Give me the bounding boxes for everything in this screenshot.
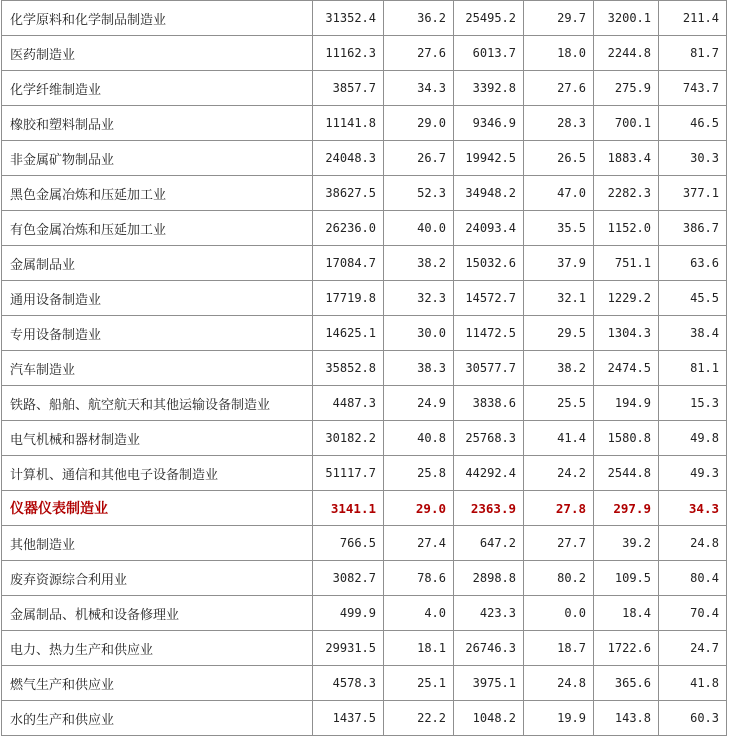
value-cell: 25768.3	[454, 421, 524, 456]
value-cell: 30.3	[659, 141, 727, 176]
value-cell: 81.7	[659, 36, 727, 71]
table-row	[2, 351, 727, 386]
value-cell: 26.7	[384, 141, 454, 176]
value-cell: 81.1	[659, 351, 727, 386]
value-cell: 80.4	[659, 561, 727, 596]
value-cell: 0.0	[524, 596, 594, 631]
table-row	[2, 71, 727, 106]
value-cell: 24.8	[659, 526, 727, 561]
industry-name-cell: 医药制造业	[2, 36, 313, 71]
value-cell: 25495.2	[454, 1, 524, 36]
value-cell: 60.3	[659, 701, 727, 736]
table-row	[2, 211, 727, 246]
value-cell: 24048.3	[313, 141, 384, 176]
industry-name-cell: 金属制品业	[2, 246, 313, 281]
value-cell: 24.9	[384, 386, 454, 421]
value-cell: 41.8	[659, 666, 727, 701]
value-cell: 27.8	[524, 491, 594, 526]
industry-name-cell: 黑色金属冶炼和压延加工业	[2, 176, 313, 211]
industry-name-cell: 橡胶和塑料制品业	[2, 106, 313, 141]
value-cell: 3082.7	[313, 561, 384, 596]
industry-name-cell: 其他制造业	[2, 526, 313, 561]
value-cell: 2282.3	[594, 176, 659, 211]
value-cell: 32.3	[384, 281, 454, 316]
value-cell: 15032.6	[454, 246, 524, 281]
value-cell: 39.2	[594, 526, 659, 561]
value-cell: 11141.8	[313, 106, 384, 141]
value-cell: 4487.3	[313, 386, 384, 421]
value-cell: 2898.8	[454, 561, 524, 596]
value-cell: 386.7	[659, 211, 727, 246]
value-cell: 19.9	[524, 701, 594, 736]
value-cell: 36.2	[384, 1, 454, 36]
value-cell: 19942.5	[454, 141, 524, 176]
value-cell: 45.5	[659, 281, 727, 316]
value-cell: 3392.8	[454, 71, 524, 106]
value-cell: 25.1	[384, 666, 454, 701]
industry-name-cell: 废弃资源综合利用业	[2, 561, 313, 596]
value-cell: 38627.5	[313, 176, 384, 211]
value-cell: 27.7	[524, 526, 594, 561]
value-cell: 80.2	[524, 561, 594, 596]
value-cell: 1580.8	[594, 421, 659, 456]
value-cell: 18.4	[594, 596, 659, 631]
value-cell: 766.5	[313, 526, 384, 561]
value-cell: 2363.9	[454, 491, 524, 526]
table-row	[2, 281, 727, 316]
industry-name-cell: 铁路、船舶、航空航天和其他运输设备制造业	[2, 386, 313, 421]
table-row	[2, 701, 727, 736]
value-cell: 27.6	[384, 36, 454, 71]
value-cell: 3141.1	[313, 491, 384, 526]
industry-name-cell: 专用设备制造业	[2, 316, 313, 351]
value-cell: 17084.7	[313, 246, 384, 281]
value-cell: 109.5	[594, 561, 659, 596]
value-cell: 11472.5	[454, 316, 524, 351]
value-cell: 40.8	[384, 421, 454, 456]
value-cell: 1152.0	[594, 211, 659, 246]
table-row	[2, 176, 727, 211]
table-row	[2, 561, 727, 596]
table-row	[2, 106, 727, 141]
table-row	[2, 316, 727, 351]
value-cell: 17719.8	[313, 281, 384, 316]
value-cell: 30182.2	[313, 421, 384, 456]
value-cell: 32.1	[524, 281, 594, 316]
value-cell: 26.5	[524, 141, 594, 176]
industry-name-cell: 计算机、通信和其他电子设备制造业	[2, 456, 313, 491]
value-cell: 51117.7	[313, 456, 384, 491]
industry-name-cell: 化学原料和化学制品制造业	[2, 1, 313, 36]
value-cell: 647.2	[454, 526, 524, 561]
value-cell: 25.5	[524, 386, 594, 421]
table-row	[2, 421, 727, 456]
value-cell: 1883.4	[594, 141, 659, 176]
value-cell: 3200.1	[594, 1, 659, 36]
value-cell: 78.6	[384, 561, 454, 596]
value-cell: 499.9	[313, 596, 384, 631]
table-row	[2, 491, 727, 526]
value-cell: 365.6	[594, 666, 659, 701]
industry-name-cell: 有色金属冶炼和压延加工业	[2, 211, 313, 246]
industry-name-cell: 水的生产和供应业	[2, 701, 313, 736]
value-cell: 18.7	[524, 631, 594, 666]
value-cell: 47.0	[524, 176, 594, 211]
table-body	[2, 1, 727, 736]
value-cell: 34948.2	[454, 176, 524, 211]
industry-name-cell: 金属制品、机械和设备修理业	[2, 596, 313, 631]
value-cell: 31352.4	[313, 1, 384, 36]
value-cell: 29.7	[524, 1, 594, 36]
industry-name-cell: 汽车制造业	[2, 351, 313, 386]
value-cell: 30577.7	[454, 351, 524, 386]
industry-name-cell: 通用设备制造业	[2, 281, 313, 316]
value-cell: 1437.5	[313, 701, 384, 736]
value-cell: 49.8	[659, 421, 727, 456]
value-cell: 27.4	[384, 526, 454, 561]
value-cell: 35852.8	[313, 351, 384, 386]
table-row	[2, 36, 727, 71]
value-cell: 26236.0	[313, 211, 384, 246]
value-cell: 211.4	[659, 1, 727, 36]
value-cell: 70.4	[659, 596, 727, 631]
value-cell: 38.2	[384, 246, 454, 281]
value-cell: 1304.3	[594, 316, 659, 351]
table-row	[2, 526, 727, 561]
value-cell: 377.1	[659, 176, 727, 211]
value-cell: 143.8	[594, 701, 659, 736]
value-cell: 38.4	[659, 316, 727, 351]
value-cell: 275.9	[594, 71, 659, 106]
value-cell: 9346.9	[454, 106, 524, 141]
table-row	[2, 246, 727, 281]
industry-data-table	[1, 0, 727, 736]
value-cell: 29.0	[384, 491, 454, 526]
table-row	[2, 596, 727, 631]
value-cell: 29.0	[384, 106, 454, 141]
value-cell: 1229.2	[594, 281, 659, 316]
value-cell: 2244.8	[594, 36, 659, 71]
table-row	[2, 631, 727, 666]
value-cell: 29931.5	[313, 631, 384, 666]
table-row	[2, 666, 727, 701]
value-cell: 14625.1	[313, 316, 384, 351]
value-cell: 29.5	[524, 316, 594, 351]
value-cell: 4578.3	[313, 666, 384, 701]
value-cell: 44292.4	[454, 456, 524, 491]
value-cell: 52.3	[384, 176, 454, 211]
value-cell: 46.5	[659, 106, 727, 141]
value-cell: 700.1	[594, 106, 659, 141]
value-cell: 3857.7	[313, 71, 384, 106]
value-cell: 11162.3	[313, 36, 384, 71]
value-cell: 24.2	[524, 456, 594, 491]
industry-name-cell: 燃气生产和供应业	[2, 666, 313, 701]
value-cell: 28.3	[524, 106, 594, 141]
table-row	[2, 141, 727, 176]
value-cell: 24.8	[524, 666, 594, 701]
value-cell: 14572.7	[454, 281, 524, 316]
table-row	[2, 1, 727, 36]
value-cell: 35.5	[524, 211, 594, 246]
value-cell: 63.6	[659, 246, 727, 281]
value-cell: 3838.6	[454, 386, 524, 421]
value-cell: 22.2	[384, 701, 454, 736]
value-cell: 297.9	[594, 491, 659, 526]
value-cell: 49.3	[659, 456, 727, 491]
value-cell: 24.7	[659, 631, 727, 666]
value-cell: 40.0	[384, 211, 454, 246]
value-cell: 34.3	[659, 491, 727, 526]
industry-name-cell: 化学纤维制造业	[2, 71, 313, 106]
value-cell: 2474.5	[594, 351, 659, 386]
value-cell: 27.6	[524, 71, 594, 106]
industry-name-cell: 仪器仪表制造业	[2, 491, 313, 526]
value-cell: 751.1	[594, 246, 659, 281]
value-cell: 6013.7	[454, 36, 524, 71]
value-cell: 15.3	[659, 386, 727, 421]
value-cell: 423.3	[454, 596, 524, 631]
industry-name-cell: 电力、热力生产和供应业	[2, 631, 313, 666]
value-cell: 1722.6	[594, 631, 659, 666]
industry-name-cell: 电气机械和器材制造业	[2, 421, 313, 456]
value-cell: 37.9	[524, 246, 594, 281]
value-cell: 18.0	[524, 36, 594, 71]
value-cell: 2544.8	[594, 456, 659, 491]
value-cell: 24093.4	[454, 211, 524, 246]
industry-name-cell: 非金属矿物制品业	[2, 141, 313, 176]
table-row	[2, 386, 727, 421]
value-cell: 41.4	[524, 421, 594, 456]
value-cell: 3975.1	[454, 666, 524, 701]
value-cell: 18.1	[384, 631, 454, 666]
value-cell: 743.7	[659, 71, 727, 106]
value-cell: 38.2	[524, 351, 594, 386]
value-cell: 34.3	[384, 71, 454, 106]
value-cell: 30.0	[384, 316, 454, 351]
value-cell: 38.3	[384, 351, 454, 386]
value-cell: 25.8	[384, 456, 454, 491]
value-cell: 194.9	[594, 386, 659, 421]
value-cell: 4.0	[384, 596, 454, 631]
table-row	[2, 456, 727, 491]
value-cell: 1048.2	[454, 701, 524, 736]
value-cell: 26746.3	[454, 631, 524, 666]
